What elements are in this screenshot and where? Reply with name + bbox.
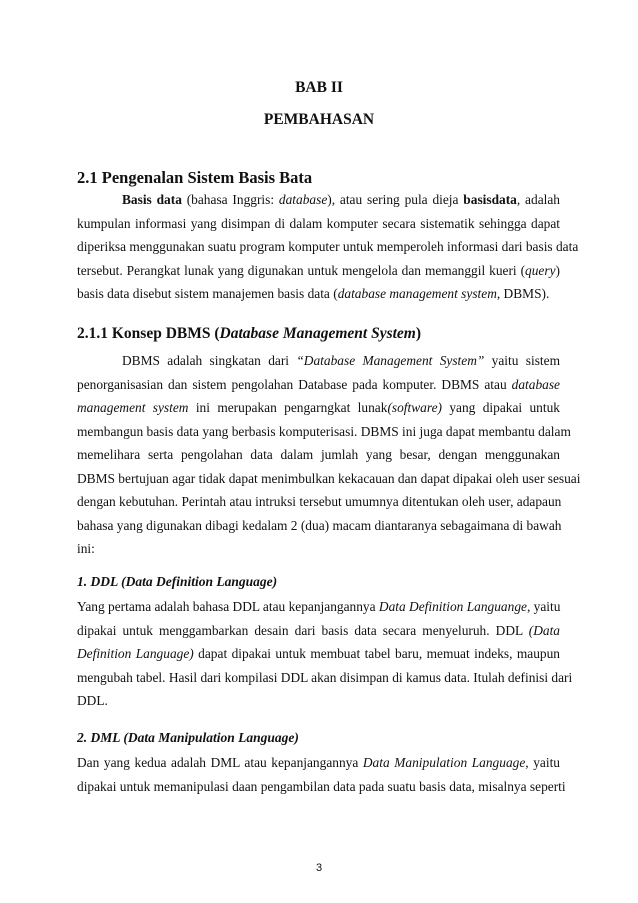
- paragraph-line: management system ini merupakan pengarngkat lunak(software) yang dipakai untuk: [77, 400, 560, 415]
- paragraph-ddl: [77, 595, 573, 713]
- paragraph-line: memelihara serta pengolahan data dalam jumlah yang besar, dengan menggunakan: [77, 447, 560, 462]
- paragraph-line: penorganisasian dan sistem pengolahan Database pada komputer. DBMS atau database: [77, 376, 560, 392]
- paragraph-konsep-dbms: [77, 349, 581, 561]
- paragraph-line: Dan yang kedua adalah DML atau kepanjangannya Data Manipulation Language, yaitu: [77, 755, 560, 770]
- paragraph-line: Yang pertama adalah bahasa DDL atau kepanjangannya Data Definition Languange, yaitu: [77, 599, 561, 614]
- paragraph-line: dipakai untuk memanipulasi daan pengambilan data pada suatu basis data, misalnya seperti: [77, 778, 566, 794]
- chapter-number: BAB II: [295, 79, 343, 96]
- paragraph-basis-data: [77, 188, 579, 306]
- paragraph-line: ini:: [77, 541, 95, 556]
- section-heading-2-1-1: 2.1.1 Konsep DBMS (Database Management System): [77, 325, 422, 342]
- paragraph-line: dipakai untuk menggambarkan desain dari basis data secara menyeluruh. DDL (Data: [77, 622, 560, 638]
- paragraph-line: diperiksa menggunakan suatu program komputer untuk memperoleh informasi dari basis data: [77, 239, 579, 254]
- paragraph-line: dengan kebutuhan. Perintah atau intruksi tersebut umumnya ditentukan oleh user, adapaun: [77, 494, 562, 509]
- paragraph-line: tersebut. Perangkat lunak yang digunakan untuk mengelola dan memanggil kueri (query): [77, 262, 560, 278]
- paragraph-line: Basis data (bahasa Inggris: database), atau sering pula dieja basisdata, adalah: [122, 192, 561, 207]
- paragraph-line: Definition Language) dapat dipakai untuk membuat tabel baru, memuat indeks, maupun: [77, 646, 560, 661]
- paragraph-line: kumpulan informasi yang disimpan di dalam komputer secara sistematik sehingga dapat: [77, 215, 560, 231]
- paragraph-line: mengubah tabel. Hasil dari kompilasi DDL akan disimpan di kamus data. Itulah definisi dari: [77, 669, 573, 685]
- chapter-title: PEMBAHASAN: [263, 111, 375, 128]
- paragraph-line: DBMS adalah singkatan dari “Database Management System” yaitu sistem: [122, 353, 560, 368]
- subheading-dml: 2. DML (Data Manipulation Language): [77, 730, 299, 745]
- subheading-ddl: 1. DDL (Data Definition Language): [77, 574, 278, 589]
- paragraph-dml: [77, 751, 566, 798]
- page-number: 3: [315, 862, 323, 874]
- paragraph-line: DDL.: [77, 693, 108, 708]
- paragraph-line: basis data disebut sistem manajemen basis data (database management system, DBMS).: [77, 286, 550, 301]
- term-basisdata: basisdata: [463, 192, 517, 207]
- paragraph-line: membangun basis data yang berbasis komputerisasi. DBMS ini juga dapat membantu dalam: [77, 423, 571, 439]
- paragraph-line: bahasa yang digunakan dibagi kedalam 2 (dua) macam diantaranya sebagaimana di bawah: [77, 517, 562, 533]
- section-heading-2-1: 2.1 Pengenalan Sistem Basis Bata: [77, 168, 313, 187]
- term-basis-data: Basis data: [122, 192, 182, 207]
- paragraph-line: DBMS bertujuan agar tidak dapat menimbulkan kekacauan dan dapat dipakai oleh user sesuai: [77, 470, 581, 486]
